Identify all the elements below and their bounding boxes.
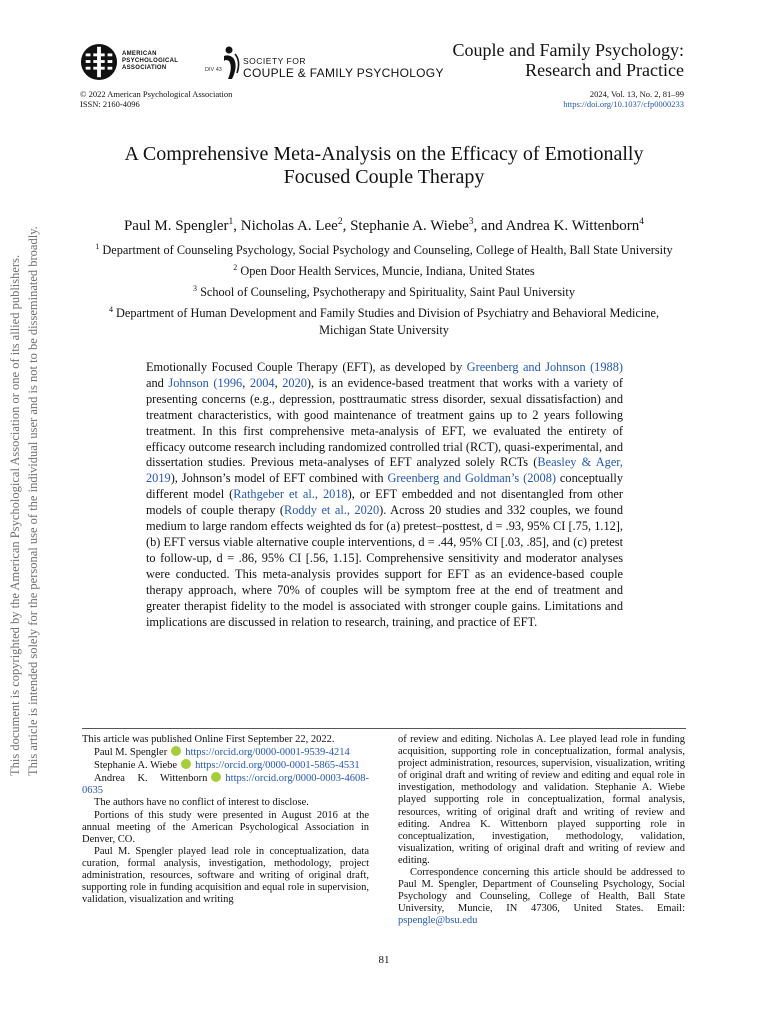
affiliation: $^1$ Department of Counseling Psychology, Social Psychology and Counseling, College of Health, Ball State University xyxy=(95,242,673,258)
author-name: Stephanie A. Wiebe xyxy=(350,218,469,234)
contribution-note: Paul M. Spengler played lead role in conceptualization, data curation, formal analysis, investigation, methodology, project administration, resources, software and writing of original draft, supporting role in funding acquisition and equal role in supervision, validation, visualization and writing xyxy=(82,845,369,906)
author-name: Andrea K. Wittenborn xyxy=(505,218,640,234)
affiliation: $^2$ Open Door Health Services, Muncie, Indiana, United States xyxy=(233,263,535,279)
citation-link[interactable]: Johnson (1996 xyxy=(168,375,243,390)
copyright-watermark-line1: This document is copyrighted by the American Psychological Association or one of its allied publishers. xyxy=(8,254,22,776)
footnotes-right-column xyxy=(398,734,685,928)
page-number: 81 xyxy=(378,954,390,966)
copyright-watermark-line2: This article is intended solely for the personal use of the individual user and is not to be disseminated broadly. xyxy=(26,226,40,776)
author-name: Nicholas A. Lee xyxy=(240,218,338,234)
orcid-link[interactable]: https://orcid.org/0000-0003-4608-0635 xyxy=(82,773,369,797)
scfp-division: DIV 43 xyxy=(205,67,222,73)
apa-logo-text: AMERICAN PSYCHOLOGICAL ASSOCIATION xyxy=(122,51,179,71)
citation-link[interactable]: 2020 xyxy=(282,375,307,390)
published-note: This article was published Online First September 22, 2022. xyxy=(82,734,335,745)
abstract: Emotionally Focused Couple Therapy (EFT), as developed by Greenberg and Johnson (1988) and Johnson (1996, 2004, 2020), is an evidence-based treatment that works with a variety of presenting concerns (e.g., depression, posttraumatic stress disorder, sexual dissatisfaction) and treatment characteristics, with good maintenance of treatment gains up to 2 years following treatment. In this first comprehensive meta-analysis of EFT, we evaluated the entirety of efficacy outcome research including randomized controlled trial (RCT), quasi-experimental, and dissertation studies. Previous meta-analyses of EFT analyzed solely RCTs (Beasley & Ager, 2019), Johnson’s model of EFT combined with Greenberg and Goldman’s (2008) conceptually different model (Rathgeber et al., 2018), or EFT embedded and not disentangled from other models of couple therapy (Roddy et al., 2020). Across 20 studies and 332 couples, we found medium to large random effects weighted ds for (a) pretest–posttest, d = .93, 95% CI [.75, 1.12], (b) EFT versus viable alternative couple interventions, d = .44, 95% CI [.03, .85], and (c) pretest to follow-up, d = .86, 95% CI [.56, 1.15]. Comprehensive sensitivity and moderator analyses were conducted. This meta-analysis provides support for EFT as an evidence-based couple therapy approach, where 70% of couples will be symptom free at the end of treatment and greater therapist fidelity to the model is associated with stronger couple gains. Limitations and implications are discussed in relation to research, training, and practice of EFT. xyxy=(146,360,624,629)
orcid-icon xyxy=(171,746,181,756)
citation-link[interactable]: Greenberg and Johnson (1988) xyxy=(466,360,623,374)
orcid-link[interactable]: https://orcid.org/0000-0001-5865-4531 xyxy=(195,760,360,772)
copyright-info: © 2022 American Psychological Association ISSN: 2160-4096 xyxy=(80,89,233,109)
citation-link[interactable]: Greenberg and Goldman’s (2008) xyxy=(387,471,557,486)
affiliation: $^4$ Department of Human Development and Family Studies and Division of Psychiatry and Behavioral Medicine, Michigan State University xyxy=(108,305,660,338)
citation-link[interactable]: Roddy et al., 2020 xyxy=(284,503,380,518)
orcid-entry: Paul M. Spengler https://orcid.org/0000-0001-9539-4214 xyxy=(94,747,350,759)
presentation-note: Portions of this study were presented in August 2016 at the annual meeting of the American Psychological Association in Denver, CO. xyxy=(82,809,369,845)
conflict-note: The authors have no conflict of interest to disclose. xyxy=(94,797,309,809)
doi-link[interactable]: https://doi.org/10.1037/cfp0000233 xyxy=(563,99,684,109)
footnotes-left-column xyxy=(82,734,369,906)
author-name: Paul M. Spengler xyxy=(123,218,229,234)
article-title: A Comprehensive Meta-Analysis on the Efficacy of Emotionally Focused Couple Therapy xyxy=(124,143,644,188)
affiliation: $^3$ School of Counseling, Psychotherapy and Spirituality, Saint Paul University xyxy=(193,284,575,300)
orcid-entry: Stephanie A. Wiebe https://orcid.org/0000-0001-5865-4531 xyxy=(94,760,360,772)
affiliations xyxy=(92,238,676,339)
apa-logo-icon xyxy=(80,43,118,81)
journal-name: Couple and Family Psychology: Research and Practice xyxy=(452,40,684,80)
orcid-icon xyxy=(211,772,221,782)
scfp-figure-icon xyxy=(220,45,242,81)
correspondence-note: Correspondence concerning this article should be addressed to Paul M. Spengler, Department of Counseling Psychology, Social Psychology and Counseling, College of Health, Ball State University, Muncie, IN 47306, United States. Email: pspengle@bsu.edu xyxy=(398,867,685,927)
volume-info: 2024, Vol. 13, No. 2, 81–99 https://doi.org/10.1037/cfp0000233 xyxy=(563,89,684,109)
footnote-divider xyxy=(82,728,686,729)
orcid-icon xyxy=(181,759,191,769)
contribution-note-continued: of review and editing. Nicholas A. Lee played lead role in funding acquisition, supporting role in conceptualization, formal analysis, project administration, resources, supervision, visualization, writing of original draft and writing of review and editing and equal role in investigation, methodology and validation. Stephanie A. Wiebe played supporting role in conceptualization, formal analysis, resources, writing of original draft and writing of review and editing. Andrea K. Wittenborn played supporting role in conceptualization, investigation, methodology, validation, visualization, writing of original draft and writing of review and editing. xyxy=(398,734,685,866)
author-list: Paul M. Spengler$^1$, Nicholas A. Lee$^2$, Stephanie A. Wiebe$^3$, and Andrea K. Wittenborn$^4$ xyxy=(123,217,645,234)
email-link[interactable]: pspengle@bsu.edu xyxy=(398,915,478,927)
orcid-entry: Andrea K. Wittenborn https://orcid.org/0000-0003-4608-0635 xyxy=(82,773,369,797)
citation-link[interactable]: Beasley & Ager, 2019 xyxy=(146,455,624,486)
citation-link[interactable]: Rathgeber et al., 2018 xyxy=(233,487,348,502)
scfp-name: SOCIETY FOR COUPLE & FAMILY PSYCHOLOGY xyxy=(243,56,444,80)
orcid-link[interactable]: https://orcid.org/0000-0001-9539-4214 xyxy=(185,747,350,759)
citation-link[interactable]: 2004 xyxy=(249,375,275,390)
